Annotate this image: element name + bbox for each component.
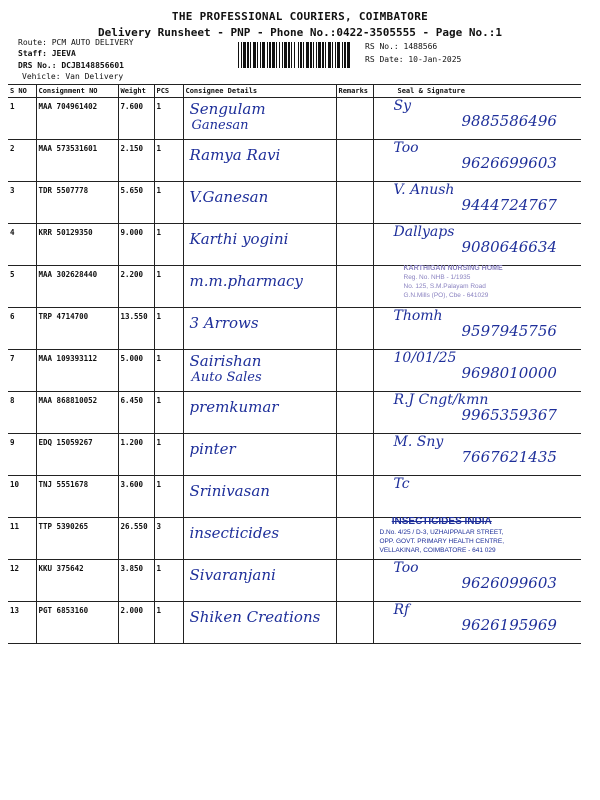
staff-label: Staff: JEEVA [18,49,76,58]
signature: Dallyaps [393,224,455,240]
row-weight: 1.200 [118,434,154,476]
row-seal-signature [373,434,581,476]
phone-number: 7667621435 [461,448,557,466]
row-remarks [336,392,373,434]
header-sno: S NO [8,85,36,98]
row-remarks [336,98,373,140]
row-weight: 5.000 [118,350,154,392]
stamp-line: Reg. No. NHB - 1/1935 [403,274,471,281]
consignee-name: premkumar [189,398,279,416]
row-weight: 2.150 [118,140,154,182]
phone-number: 9597945756 [461,322,557,340]
stamp-line: G.N.Mills (PO), Cbe - 641029 [403,292,489,299]
table-row [8,98,581,140]
row-sno: 5 [8,266,36,308]
row-consignee [183,224,336,266]
row-consignee [183,308,336,350]
row-sno: 13 [8,602,36,644]
signature: Thomh [393,308,443,324]
row-sno: 7 [8,350,36,392]
row-consignee [183,98,336,140]
header-seal: Seal & Signature [373,85,581,98]
row-sno: 3 [8,182,36,224]
company-title: THE PROFESSIONAL COURIERS, COIMBATORE [171,10,429,23]
seal-stamp [404,264,503,300]
delivery-table [8,84,581,644]
phone-number: 9444724767 [461,196,557,214]
row-seal-signature [373,308,581,350]
row-sno: 4 [8,224,36,266]
row-consignee [183,560,336,602]
phone-number: 9698010000 [461,364,557,382]
consignee-name: Karthi yogini [189,230,289,248]
row-pcs: 1 [154,266,183,308]
rs-number: RS No.: 1488566 [365,42,438,51]
row-seal-signature [373,560,581,602]
row-pcs: 1 [154,392,183,434]
phone-number: 9626699603 [461,154,557,172]
stamp-line: KARTHIGAN NURSING HOME [403,265,503,272]
row-remarks [336,140,373,182]
signature: Sy [393,98,411,114]
drs-label: DRS No.: DCJB148856601 [18,61,124,70]
row-weight: 3.850 [118,560,154,602]
runsheet-subtitle: Delivery Runsheet - PNP - Phone No.:0422-3505555 - Page No.:1 [98,26,502,39]
table-row [8,518,581,560]
signature: Too [393,560,419,576]
consignee-name: 3 Arrows [189,314,259,332]
row-pcs: 1 [154,308,183,350]
row-seal-signature [373,392,581,434]
signature: M. Sny [393,434,444,450]
row-weight: 6.450 [118,392,154,434]
vehicle-label: Vehicle: Van Delivery [22,72,124,81]
row-seal-signature [373,602,581,644]
row-pcs: 1 [154,602,183,644]
row-consignment: TNJ 5551678 [36,476,118,518]
row-sno: 6 [8,308,36,350]
table-header-row [8,85,581,98]
row-consignee [183,140,336,182]
row-seal-signature [373,98,581,140]
signature: Rf [393,602,410,618]
row-weight: 7.600 [118,98,154,140]
row-pcs: 1 [154,182,183,224]
row-pcs: 1 [154,350,183,392]
row-weight: 3.600 [118,476,154,518]
row-consignment: KKU 375642 [36,560,118,602]
row-pcs: 1 [154,560,183,602]
row-pcs: 1 [154,140,183,182]
row-seal-signature [373,350,581,392]
signature: Too [393,140,419,156]
row-seal-signature [373,140,581,182]
row-consignment: MAA 109393112 [36,350,118,392]
row-remarks [336,308,373,350]
table-row [8,602,581,644]
row-consignee [183,518,336,560]
row-remarks [336,182,373,224]
row-pcs: 1 [154,476,183,518]
signature: V. Anush [393,182,455,198]
consignee-name: V.Ganesan [189,188,269,206]
row-seal-signature [373,266,581,308]
consignee-name: m.m.pharmacy [189,272,303,290]
row-weight: 9.000 [118,224,154,266]
row-consignment: MAA 573531601 [36,140,118,182]
table-row [8,224,581,266]
row-consignee [183,434,336,476]
row-consignee [183,392,336,434]
row-consignee [183,182,336,224]
table-row [8,560,581,602]
row-seal-signature [373,224,581,266]
row-sno: 10 [8,476,36,518]
consignee-name: Srinivasan [189,482,270,500]
consignee-name: Ramya Ravi [189,146,281,164]
table-row [8,392,581,434]
route-label: Route: PCM AUTO DELIVERY [18,38,134,47]
row-consignment: TRP 4714700 [36,308,118,350]
rs-date: RS Date: 10-Jan-2025 [365,55,462,64]
row-sno: 2 [8,140,36,182]
row-consignee [183,350,336,392]
consignee-name: insecticides [189,524,280,542]
phone-number: 9626195969 [461,616,557,634]
signature: R.J Cngt/kmn [393,392,489,408]
consignee-name: Sengulam [189,100,266,118]
row-remarks [336,476,373,518]
barcode [238,42,352,68]
row-consignment: TDR 5507778 [36,182,118,224]
row-weight: 2.000 [118,602,154,644]
row-weight: 2.200 [118,266,154,308]
row-consignment: TTP 5390265 [36,518,118,560]
phone-number: 9965359367 [461,406,557,424]
row-seal-signature [373,518,581,560]
header-consignee: Consignee Details [183,85,336,98]
header-remarks: Remarks [336,85,373,98]
consignee-name: Sairishan [189,352,262,370]
row-consignee [183,602,336,644]
consignee-name: Sivaranjani [189,566,276,584]
row-pcs: 1 [154,224,183,266]
row-consignment: MAA 704961402 [36,98,118,140]
header-pcs: PCS [154,85,183,98]
header-consignment: Consignment NO [36,85,118,98]
row-remarks [336,224,373,266]
table-row [8,182,581,224]
seal-stamp [380,516,505,555]
row-consignment: KRR 50129350 [36,224,118,266]
signature: 10/01/25 [393,350,457,366]
row-remarks [336,602,373,644]
row-remarks [336,560,373,602]
phone-number: 9885586496 [461,112,557,130]
row-pcs: 3 [154,518,183,560]
row-weight: 26.550 [118,518,154,560]
row-remarks [336,266,373,308]
phone-number: 9626099603 [461,574,557,592]
stamp-line: D.No. 4/25 / D-3, UZHAIPPALAR STREET, [379,529,504,536]
row-remarks [336,518,373,560]
row-seal-signature [373,182,581,224]
row-weight: 5.650 [118,182,154,224]
consignee-name: pinter [189,440,236,458]
consignee-name: Shiken Creations [189,608,321,626]
row-pcs: 1 [154,98,183,140]
table-row [8,308,581,350]
stamp-line: INSECTICIDES INDIA [391,516,492,527]
table-row [8,476,581,518]
table-row [8,350,581,392]
stamp-line: OPP. GOVT. PRIMARY HEALTH CENTRE, [379,538,504,545]
row-consignment: MAA 302628440 [36,266,118,308]
row-remarks [336,350,373,392]
row-sno: 9 [8,434,36,476]
table-row [8,266,581,308]
row-remarks [336,434,373,476]
signature: Tc [393,476,410,492]
table-row [8,434,581,476]
row-seal-signature [373,476,581,518]
row-consignment: EDQ 15059267 [36,434,118,476]
row-consignee [183,476,336,518]
row-consignee [183,266,336,308]
stamp-line: VELLAKINAR, COIMBATORE - 641 029 [379,547,496,554]
phone-number: 9080646634 [461,238,557,256]
stamp-line: No. 125, S.M.Palayam Road [403,283,486,290]
row-sno: 1 [8,98,36,140]
consignee-name-line2: Ganesan [191,118,249,133]
row-consignment: PGT 6853160 [36,602,118,644]
row-sno: 12 [8,560,36,602]
row-sno: 8 [8,392,36,434]
consignee-name-line2: Auto Sales [191,370,262,385]
header-weight: Weight [118,85,154,98]
row-weight: 13.550 [118,308,154,350]
row-consignment: MAA 868810052 [36,392,118,434]
row-sno: 11 [8,518,36,560]
row-pcs: 1 [154,434,183,476]
table-row [8,140,581,182]
